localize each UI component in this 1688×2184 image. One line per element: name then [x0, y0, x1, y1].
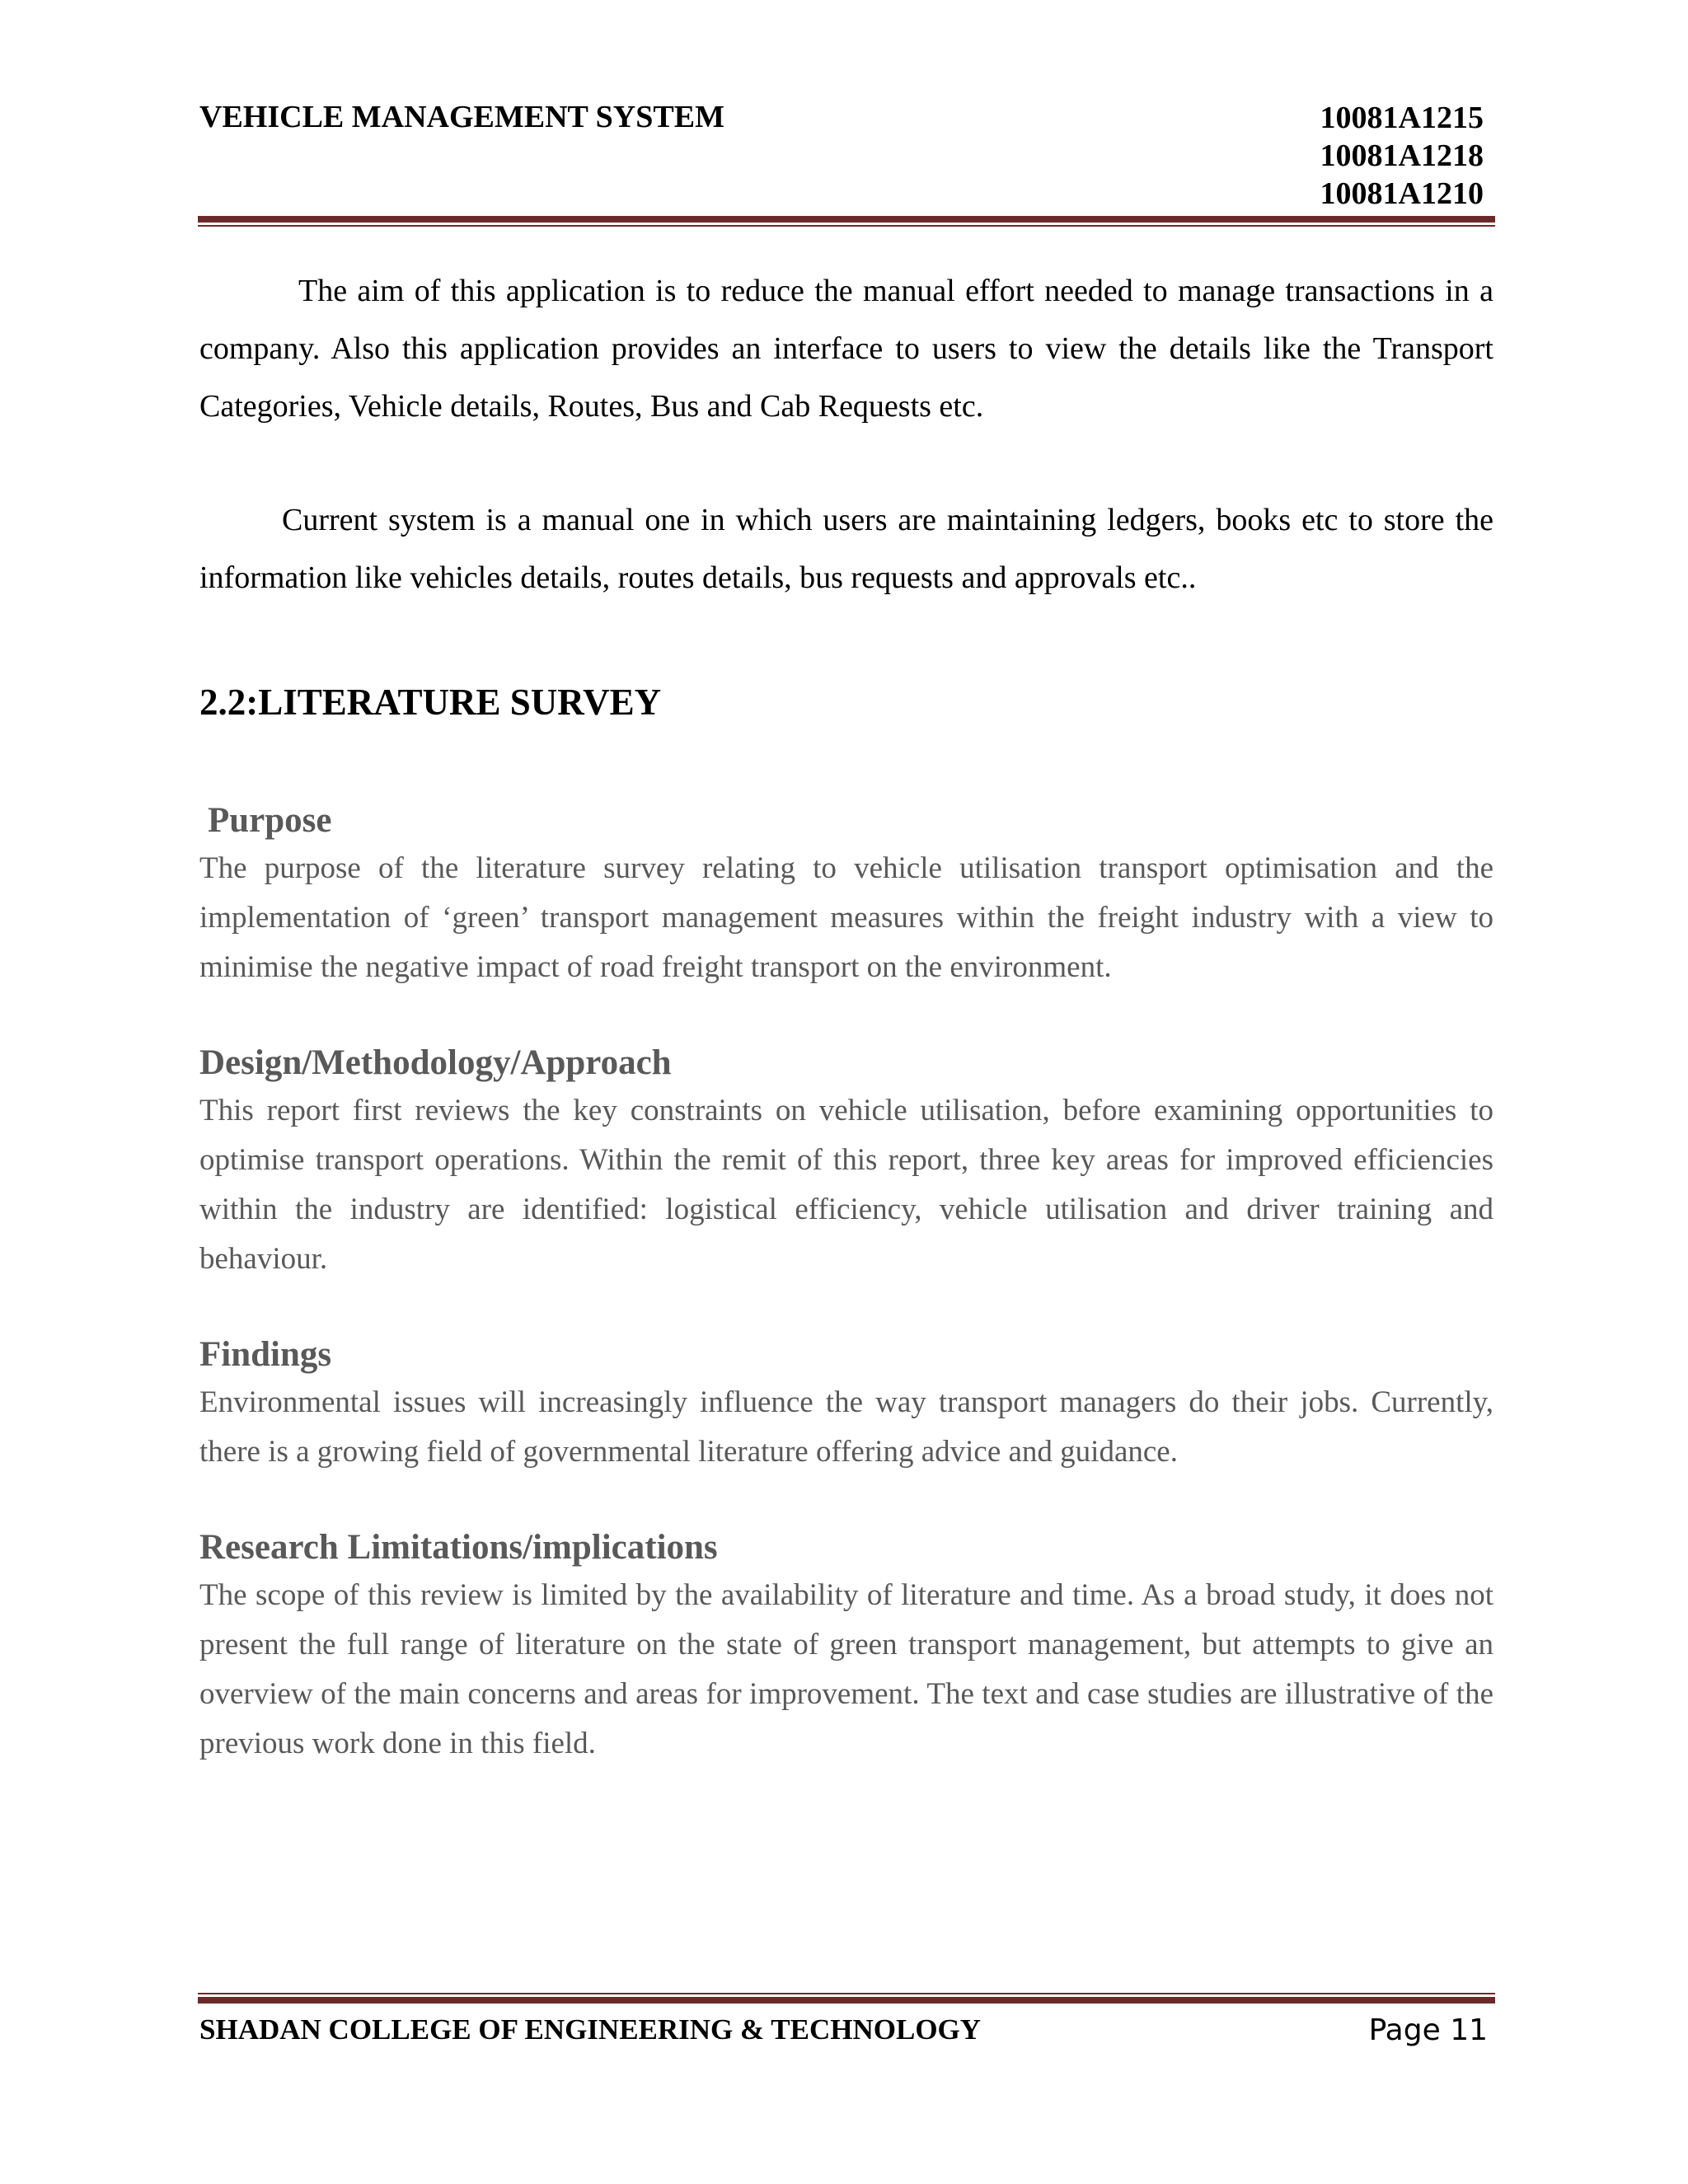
survey-heading-findings: Findings	[199, 1335, 332, 1374]
header-title: VEHICLE MANAGEMENT SYSTEM	[199, 100, 724, 134]
survey-heading-purpose: Purpose	[208, 801, 332, 840]
survey-text-findings: Environmental issues will increasingly influence the way transport managers do their jobs. Currently, there is a growing field of governmental literature offering advice and guidance.	[199, 1385, 1493, 1469]
survey-text-limitations: The scope of this review is limited by the availability of literature and time. As a broad study, it does not present the full range of literature on the state of green transport management, but attempts to give an overview of the main concerns and areas for improvement. The text and case studies are illustrative of the previous work done in this field.	[199, 1578, 1493, 1760]
header-student-ids	[1320, 99, 1484, 213]
header-id: 10081A1215	[1320, 101, 1484, 135]
header-rule-thin	[198, 225, 1495, 227]
header-id: 10081A1210	[1320, 176, 1484, 211]
intro-paragraph-2: Current system is a manual one in which users are maintaining ledgers, books etc to store the information like vehicles details, routes details, bus requests and approvals etc..	[199, 503, 1493, 595]
section-heading: 2.2:LITERATURE SURVEY	[199, 682, 662, 723]
footer-college-name: SHADAN COLLEGE OF ENGINEERING & TECHNOLOGY	[199, 2013, 982, 2046]
survey-text-purpose: The purpose of the literature survey relating to vehicle utilisation transport optimisation and the implementation of ‘green’ transport management measures within the freight industry with a view to minimise the negative impact of road freight transport on the environment.	[199, 851, 1493, 984]
footer-page-number: Page 11	[1368, 2013, 1488, 2047]
survey-heading-design: Design/Methodology/Approach	[199, 1043, 672, 1082]
footer-rule-thick	[198, 1997, 1495, 2004]
header-rule-thick	[198, 216, 1495, 223]
header-id: 10081A1218	[1320, 138, 1484, 173]
intro-paragraph-1: The aim of this application is to reduce the manual effort needed to manage transactions in a company. Also this application provides an interface to users to view the details like the Transport Categories, Vehicle details, Routes, Bus and Cab Requests etc.	[199, 274, 1493, 424]
survey-text-design: This report first reviews the key constraints on vehicle utilisation, before examining opportunities to optimise transport operations. Within the remit of this report, three key areas for improved efficiencies within the industry are identified: logistical efficiency, vehicle utilisation and driver training and behaviour.	[199, 1094, 1493, 1276]
footer-rule-thin	[198, 1993, 1495, 1994]
document-body	[199, 262, 1493, 1769]
survey-heading-limitations: Research Limitations/implications	[199, 1528, 718, 1567]
